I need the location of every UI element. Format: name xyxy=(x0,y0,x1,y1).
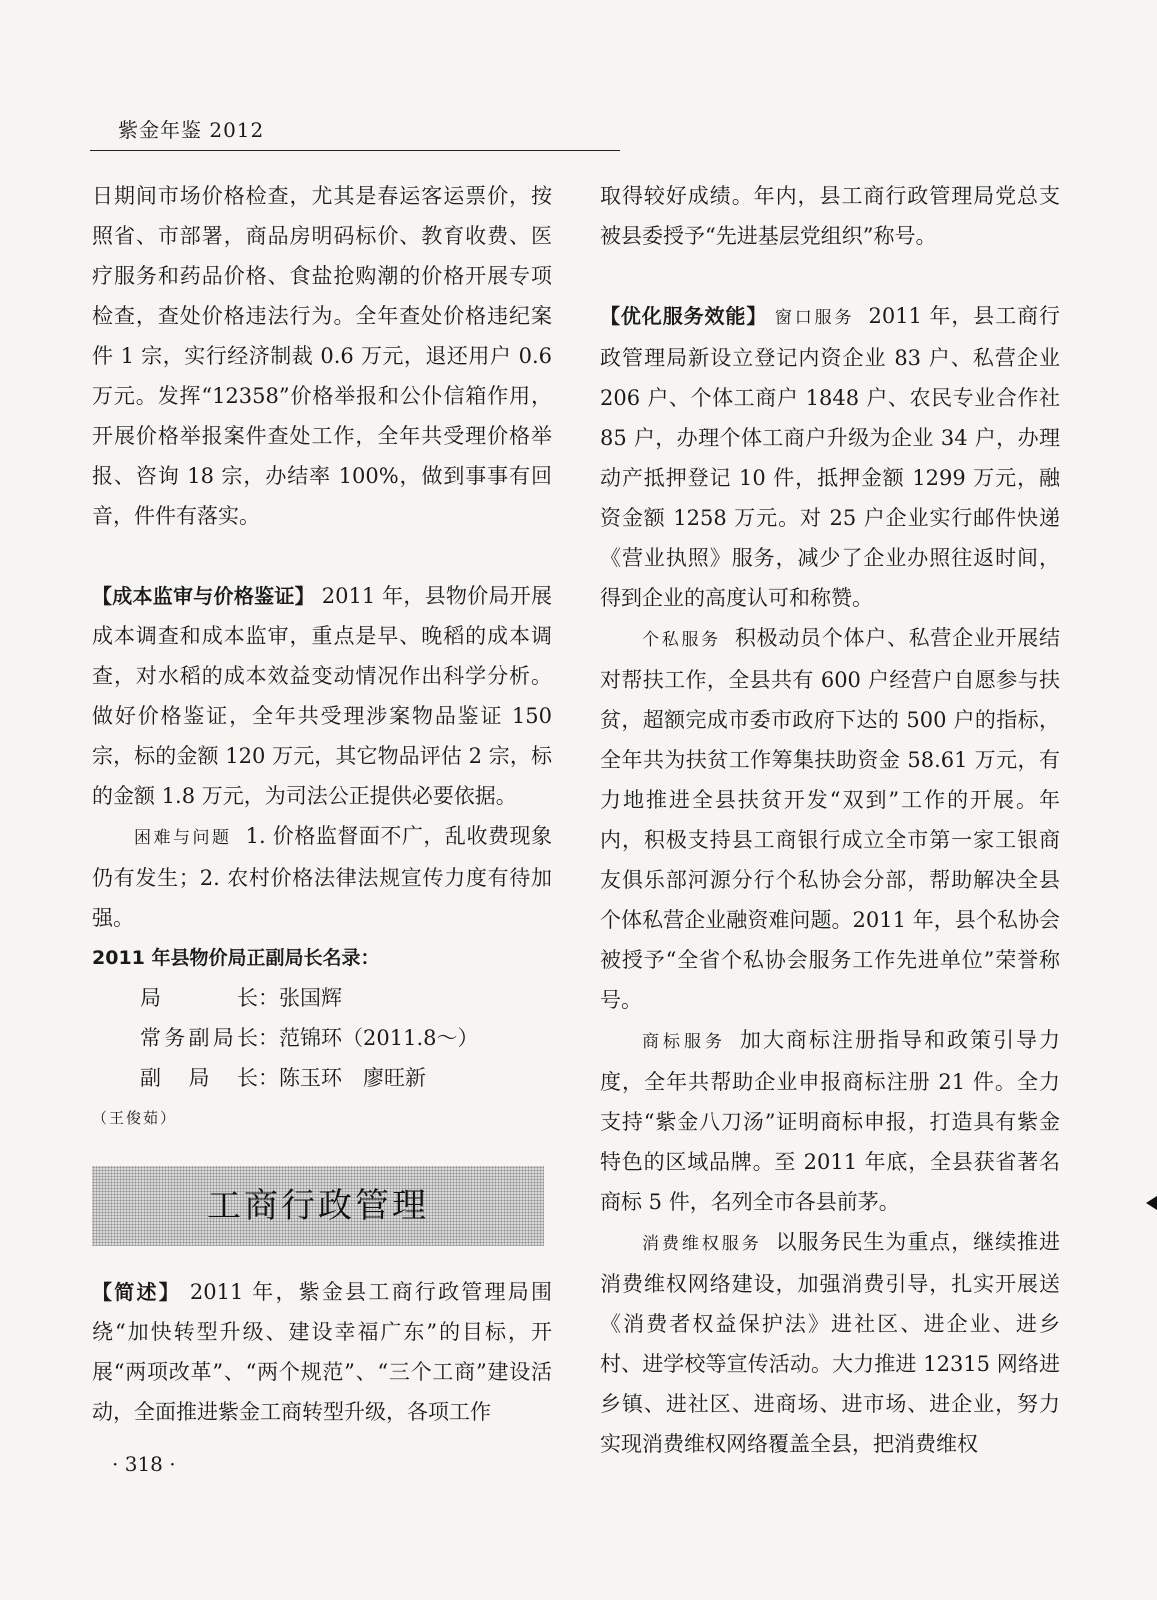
trademark-service-paragraph xyxy=(600,1020,1060,1222)
roster-role: 局长 xyxy=(140,986,258,1010)
continuation-paragraph: 取得较好成绩。年内，县工商行政管理局党总支被县委授予“先进基层党组织”称号。 xyxy=(600,184,1060,248)
section-heading-overview: 【简述】 xyxy=(92,1280,181,1304)
subheading-window-service: 窗口服务 xyxy=(774,308,855,328)
subheading-problems: 困难与问题 xyxy=(134,828,232,848)
header-rule xyxy=(90,150,620,151)
private-service-text: 积极动员个体户、私营企业开展结对帮扶工作，全县共有 600 户经营户自愿参与扶贫，超额完成市委市政府下达的 500 户的指标，全年共为扶贫工作筹集扶助资金 58.61 万元，有力地推进全县扶贫开发“双到”工作的开展。年内，积极支持县工商银行成立全市第一家工银商友俱乐部河源分行个私协会分部，帮助解决全县个体私营企业融资难问题。2011 年，县个私协会被授予“全省个私协会服务工作先进单位”荣誉称号。 xyxy=(600,626,1061,1012)
consumer-rights-text: 以服务民生为重点，继续推进消费维权网络建设，加强消费引导，扎实开展送《消费者权益保护法》进社区、进企业、进乡村、进学校等宣传活动。大力推进 12315 网络进乡镇、进社区、进商场、进市场、进企业，努力实现消费维权网络覆盖全县，把消费维权 xyxy=(600,1230,1061,1456)
roster-name: 范锦环（2011.8～） xyxy=(279,1026,479,1050)
section-heading-cost-audit: 【成本监审与价格鉴证】 xyxy=(92,584,315,608)
roster-role: 副局长 xyxy=(140,1066,258,1090)
roster-name: 陈玉环 廖旺新 xyxy=(279,1066,426,1090)
cost-audit-text: 2011 年，县物价局开展成本调查和成本监审，重点是早、晚稻的成本调查，对水稻的成本效益变动情况作出科学分析。做好价格鉴证，全年共受理涉案物品鉴证 150 宗，标的金额 120 万元，其它物品评估 2 宗，标的金额 1.8 万元，为司法公正提供必要依据。 xyxy=(92,584,552,808)
cost-audit-paragraph xyxy=(92,576,552,816)
director-roster xyxy=(92,978,552,1098)
subheading-trademark-service: 商标服务 xyxy=(642,1032,726,1052)
roster-role: 常务副局长 xyxy=(140,1026,258,1050)
section-banner xyxy=(92,1166,544,1246)
roster-row: 副局长：陈玉环 廖旺新 xyxy=(140,1058,552,1098)
subheading-consumer-rights: 消费维权服务 xyxy=(642,1234,762,1254)
overview-text: 2011 年，紫金县工商行政管理局围绕“加快转型升级、建设幸福广东”的目标，开展“两项改革”、“两个规范”、“三个工商”建设活动，全面推进紫金工商转型升级，各项工作 xyxy=(92,1280,553,1424)
edge-triangle-icon xyxy=(1146,1196,1157,1210)
private-service-paragraph xyxy=(600,618,1060,1020)
window-service-paragraph xyxy=(600,296,1060,618)
roster-row: 局长：张国辉 xyxy=(140,978,552,1018)
running-head: 紫金年鉴 2012 xyxy=(118,118,265,142)
roster-row: 常务副局长：范锦环（2011.8～） xyxy=(140,1018,552,1058)
overview-paragraph xyxy=(92,1272,552,1432)
section-heading-service: 【优化服务效能】 xyxy=(600,304,768,328)
banner-title: 工商行政管理 xyxy=(207,1186,429,1226)
consumer-rights-paragraph xyxy=(600,1222,1060,1464)
roster-name: 张国辉 xyxy=(279,986,342,1010)
subheading-private-service: 个私服务 xyxy=(642,630,721,650)
price-inspection-paragraph: 日期间市场价格检查，尤其是春运客运票价，按照省、市部署，商品房明码标价、教育收费、医疗服务和药品价格、食盐抢购潮的价格开展专项检查，查处价格违法行为。全年查处价格违纪案件 1 宗，实行经济制裁 0.6 万元，退还用户 0.6 万元。发挥“12358”价格举报和公仆信箱作用，开展价格举报案件查处工作，全年共受理价格举报、咨询 18 宗，办结率 100%，做到事事有回音，件件有落实。 xyxy=(92,184,552,528)
problems-text: 1. 价格监督面不广，乱收费现象仍有发生；2. 农村价格法律法规宣传力度有待加强。 xyxy=(92,824,552,930)
roster-title: 2011 年县物价局正副局长名录： xyxy=(92,947,380,969)
author-credit: （王俊茹） xyxy=(92,1109,178,1127)
left-column xyxy=(92,176,552,1432)
problems-paragraph xyxy=(92,816,552,938)
page-number: · 318 · xyxy=(112,1452,176,1476)
right-column xyxy=(600,176,1060,1464)
trademark-service-text: 加大商标注册指导和政策引导力度，全年共帮助企业申报商标注册 21 件。全力支持“紫金八刀汤”证明商标申报，打造具有紫金特色的区域品牌。至 2011 年底，全县获省著名商标 5 件，名列全市各县前茅。 xyxy=(600,1028,1060,1214)
window-service-text: 2011 年，县工商行政管理局新设立登记内资企业 83 户、私营企业 206 户、个体工商户 1848 户、农民专业合作社 85 户，办理个体工商户升级为企业 34 户，办理动产抵押登记 10 件，抵押金额 1299 万元，融资金额 1258 万元。对 25 户企业实行邮件快递《营业执照》服务，减少了企业办照往返时间，得到企业的高度认可和称赞。 xyxy=(600,304,1061,610)
